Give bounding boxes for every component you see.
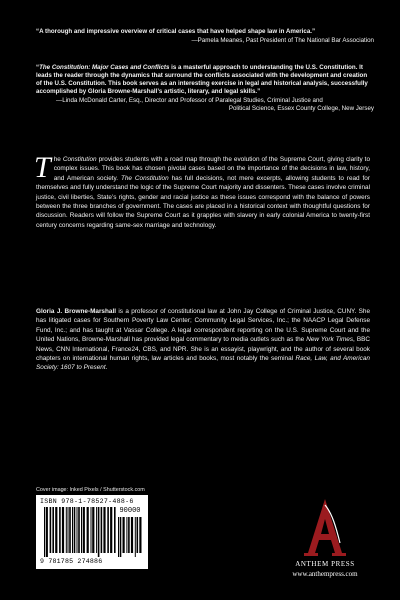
barcode-bar bbox=[46, 507, 48, 557]
addon-price-code: 90000 bbox=[119, 507, 141, 515]
quote-text: “The Constitution: Major Cases and Conflicts is a masterful approach to understanding the U.S. Constitution. It leads the reader through the dynamics that surround the conflicts associated with the development and creation of the U.S. Constitution. This book serves as an interesting exercise in legal and historical analysis, successfully accomplished by Gloria Browne-Marshall’s artistic, literary, and legal skills.” bbox=[36, 64, 368, 95]
publisher-name: ANTHEM PRESS bbox=[295, 560, 355, 568]
ean13-bars bbox=[44, 507, 116, 557]
barcode-bar bbox=[81, 507, 82, 553]
barcode-bar bbox=[118, 517, 119, 557]
author-bio bbox=[36, 307, 370, 373]
barcode-bar bbox=[135, 517, 136, 557]
barcode-digits: 9 781785 274886 bbox=[40, 558, 103, 565]
book-synopsis bbox=[34, 151, 371, 230]
quote-attribution: —Pamela Meanes, Past President of The National Bar Association bbox=[191, 37, 374, 44]
barcode-bar bbox=[68, 507, 69, 553]
barcode-bar bbox=[123, 517, 125, 553]
barcode-bar bbox=[131, 517, 133, 553]
barcode-bar bbox=[114, 507, 116, 553]
cover-image-credit: Cover image: Inked Pixels / Shutterstock.com bbox=[36, 487, 145, 493]
barcode-bar bbox=[126, 517, 127, 553]
barcode-bar bbox=[103, 507, 105, 553]
attribution-line: Political Science, Essex County College, New Jersey bbox=[228, 105, 374, 112]
barcode-bar bbox=[107, 507, 109, 553]
bio-italic: Race, Law, and American Society: 1607 to Present bbox=[36, 355, 370, 372]
addon-bars bbox=[118, 517, 142, 557]
barcode-bar bbox=[77, 507, 78, 553]
barcode-bar bbox=[87, 507, 89, 553]
synopsis-italic: The Constitution bbox=[120, 174, 169, 182]
bio-italic: New York Times bbox=[306, 336, 354, 344]
synopsis-text: provides students with a road map through the evolution of the Supreme Court, giving clarity to complex issues. This book has chosen pivotal cases based on the importance of the decisions in law, history, and American society. bbox=[53, 156, 371, 182]
barcode-bar bbox=[91, 507, 92, 553]
bio-text: , BBC News, CNN International, France24, CBS, and NPR. She is an essayist, playwright, and the author of several book chapters on international human rights, law articles and books, most notably the seminal bbox=[36, 336, 370, 363]
bio-text: is a professor of constitutional law at John Jay College of Criminal Justice, CUNY. She has litigated cases for Southern Poverty Law Center; Community Legal Services, Inc.; the NAACP Legal Defense Fund, Inc.; and has taught at Vassar College. A legal correspondent reporting on the U.S. Supreme Court and the United Nations, Browne-Marshall has provided legal commentary to media outlets such as the bbox=[36, 308, 370, 344]
barcode-bar bbox=[139, 517, 141, 553]
barcode-bar bbox=[74, 507, 76, 553]
barcode-bar bbox=[62, 507, 64, 553]
bio-text: . bbox=[105, 364, 108, 372]
anthem-press-logo bbox=[302, 497, 348, 559]
publisher-url: www.anthempress.com bbox=[292, 570, 358, 578]
barcode-bar bbox=[120, 517, 122, 557]
drop-cap: T bbox=[34, 151, 51, 184]
barcode-bar bbox=[50, 507, 52, 553]
barcode-bar bbox=[55, 507, 57, 553]
barcode-bar bbox=[96, 507, 97, 553]
synopsis-text: he bbox=[53, 156, 63, 163]
barcode-bar bbox=[44, 507, 45, 557]
synopsis-text: has full decisions, not mere excerpts, allowing students to read for themselves and fully understand the logic of the Supreme Court majority and dissenters. These cases involve criminal justice, civil liberties, State’s rights, gender and racial justice as these issues correspond with the balance of powers between the three branches of government. The cases are placed in a historical context with thoughtful questions for discussion. Readers will follow the Supreme Court as it grapples with slavery in early colonial America to twenty-first century concerns regarding same-sex marriage and technology. bbox=[36, 174, 370, 229]
barcode-bar bbox=[78, 507, 80, 553]
isbn-barcode bbox=[36, 495, 148, 569]
attribution-line: —Linda McDonald Carter, Esq., Director and Professor of Paralegal Studies, Criminal Justice and bbox=[56, 97, 323, 104]
endorsement-quote-1 bbox=[36, 28, 374, 45]
barcode-bar bbox=[59, 507, 61, 553]
barcode-bar bbox=[92, 507, 94, 553]
synopsis-italic: Constitution bbox=[62, 156, 97, 163]
barcode-bar bbox=[72, 507, 73, 553]
barcode-bar bbox=[52, 507, 54, 553]
barcode-bar bbox=[128, 517, 130, 553]
quote-attribution bbox=[36, 97, 374, 113]
barcode-bar bbox=[137, 517, 139, 553]
barcode-bar bbox=[66, 507, 67, 553]
barcode-bar bbox=[110, 507, 112, 553]
author-name: Gloria J. Browne-Marshall bbox=[36, 308, 116, 315]
isbn-label: ISBN 978-1-78527-488-6 bbox=[40, 498, 134, 505]
quote-text: “A thorough and impressive overview of critical cases that have helped shape law in America.” bbox=[36, 28, 316, 35]
barcode-bar bbox=[98, 507, 100, 557]
barcode-bar bbox=[101, 507, 103, 553]
barcode-bar bbox=[83, 507, 85, 553]
book-title: The Constitution: Major Cases and Conflicts bbox=[39, 64, 170, 71]
quote-body: is a masterful approach to understanding the U.S. Constitution. It leads the reader through the dynamics that surround the conflicts associated with the development and creation of the U.S. Constitution. This book serves as an interesting exercise in legal and historical analysis, successfully accomplished by Gloria Browne-Marshall’s artistic, literary, and legal skills.” bbox=[36, 64, 368, 95]
barcode-bar bbox=[69, 507, 71, 553]
endorsement-quote-2 bbox=[36, 64, 374, 113]
